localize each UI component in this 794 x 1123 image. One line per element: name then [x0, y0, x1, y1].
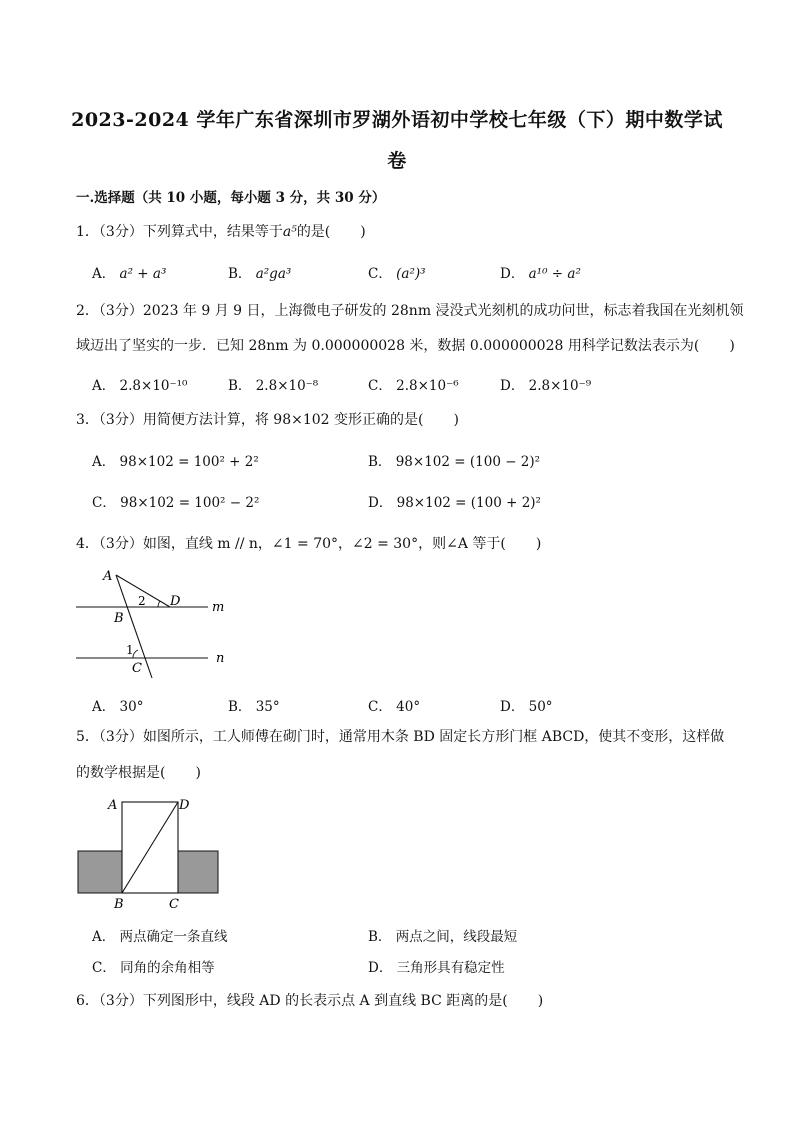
question-score: （3分） — [98, 412, 143, 428]
q1-option-c: C． (a²)³ — [368, 266, 426, 282]
question-number: 4． — [76, 536, 99, 552]
q2-option-a: A． 2.8×10⁻¹⁰ — [92, 378, 188, 394]
q5-option-c: C． 同角的余角相等 — [92, 960, 215, 976]
question-text: 用简便方法计算，将 98×102 变形正确的是( — [142, 412, 424, 428]
angle-2-arc — [158, 601, 160, 607]
question-close-paren: ) — [453, 412, 459, 428]
question-close-paren: ) — [535, 536, 542, 552]
question-text: 如图所示，工人师傅在砌门时，通常用木条 BD 固定长方形门框 ABCD，使其不变形，这样做 — [142, 729, 725, 745]
q3-option-b: B． 98×102 = (100 − 2)² — [368, 454, 541, 470]
q4-option-b: B． 35° — [228, 699, 280, 715]
q5-door-frame-figure — [72, 794, 222, 912]
question-number: 2． — [76, 303, 99, 319]
question-score: （3分） — [98, 536, 143, 552]
question-number: 1． — [76, 224, 99, 240]
question-number: 6． — [76, 993, 99, 1009]
question-text: 2023 年 9 月 9 日，上海微电子研发的 28nm 浸没式光刻机的成功问世，标志着我国在光刻机领 — [142, 303, 744, 319]
q5-option-d: D． 三角形具有稳定性 — [368, 960, 505, 976]
angle-1-arc — [133, 650, 138, 658]
q1-option-d: D． a¹⁰ ÷ a² — [500, 266, 581, 282]
q2-option-c: C． 2.8×10⁻⁶ — [368, 378, 459, 394]
q4-option-d: D． 50° — [500, 699, 553, 715]
q2-option-b: B． 2.8×10⁻⁸ — [228, 378, 319, 394]
q1-option-a: A． a² + a³ — [92, 266, 167, 282]
question-score: （3分） — [98, 303, 143, 319]
question-5-stem-line1 — [76, 726, 724, 746]
q4-option-c: C． 40° — [368, 699, 421, 715]
q3-option-d: D． 98×102 = (100 + 2)² — [368, 495, 541, 511]
label-m: m — [212, 600, 225, 615]
question-expression: a⁵ — [282, 224, 297, 240]
label-a: A — [103, 569, 113, 584]
question-1-stem — [76, 221, 366, 241]
question-text: 域迈出了坚实的一步．已知 28nm 为 0.000000028 米，数据 0.000000028 用科学记数法表示为( — [76, 338, 700, 354]
label-d: D — [179, 798, 190, 813]
question-2-stem-line1 — [76, 300, 744, 320]
right-wall — [178, 851, 218, 893]
exam-title-line2: 卷 — [387, 150, 407, 172]
question-close-paren: ) — [360, 224, 366, 240]
q4-option-a: A． 30° — [92, 699, 144, 715]
question-4-stem — [76, 533, 541, 553]
label-angle-1: 1 — [126, 643, 134, 657]
question-score: （3分） — [98, 993, 143, 1009]
question-close-paren: ) — [195, 765, 201, 781]
q2-option-d: D． 2.8×10⁻⁹ — [500, 378, 592, 394]
label-b: B — [114, 897, 124, 912]
label-a: A — [108, 798, 118, 813]
question-6-stem — [76, 990, 543, 1010]
q4-parallel-lines-figure — [70, 562, 240, 684]
q5-option-b: B． 两点之间，线段最短 — [368, 929, 518, 945]
question-score: （3分） — [98, 224, 143, 240]
section-heading: 一.选择题（共 10 小题，每小题 3 分，共 30 分） — [76, 190, 386, 206]
question-text: 下列算式中，结果等于 — [142, 224, 283, 240]
question-text: 如图，直线 m // n，∠1 = 70°，∠2 = 30°，则∠A 等于( — [142, 536, 506, 552]
label-n: n — [216, 651, 225, 666]
question-score: （3分） — [98, 729, 143, 745]
question-2-stem-line2 — [76, 335, 735, 355]
q1-option-b: B． a²ga³ — [228, 266, 292, 282]
label-angle-2: 2 — [138, 594, 146, 608]
question-number: 5． — [76, 729, 99, 745]
q5-option-a: A． 两点确定一条直线 — [92, 929, 228, 945]
label-c: C — [169, 897, 179, 912]
question-close-paren: ) — [729, 338, 735, 354]
question-text: 的数学根据是( — [76, 765, 166, 781]
q3-option-a: A． 98×102 = 100² + 2² — [92, 454, 259, 470]
question-close-paren: ) — [537, 993, 544, 1009]
label-c: C — [132, 661, 142, 676]
question-3-stem — [76, 409, 459, 429]
exam-title-line1: 2023-2024 学年广东省深圳市罗湖外语初中学校七年级（下）期中数学试 — [71, 109, 723, 131]
q3-option-c: C． 98×102 = 100² − 2² — [92, 495, 260, 511]
label-d: D — [170, 594, 181, 609]
question-text: 的是( — [296, 224, 331, 240]
left-wall — [78, 851, 122, 893]
label-b: B — [114, 611, 124, 626]
question-5-stem-line2 — [76, 762, 201, 782]
question-number: 3． — [76, 412, 99, 428]
question-text: 下列图形中，线段 AD 的长表示点 A 到直线 BC 距离的是( — [142, 993, 508, 1009]
